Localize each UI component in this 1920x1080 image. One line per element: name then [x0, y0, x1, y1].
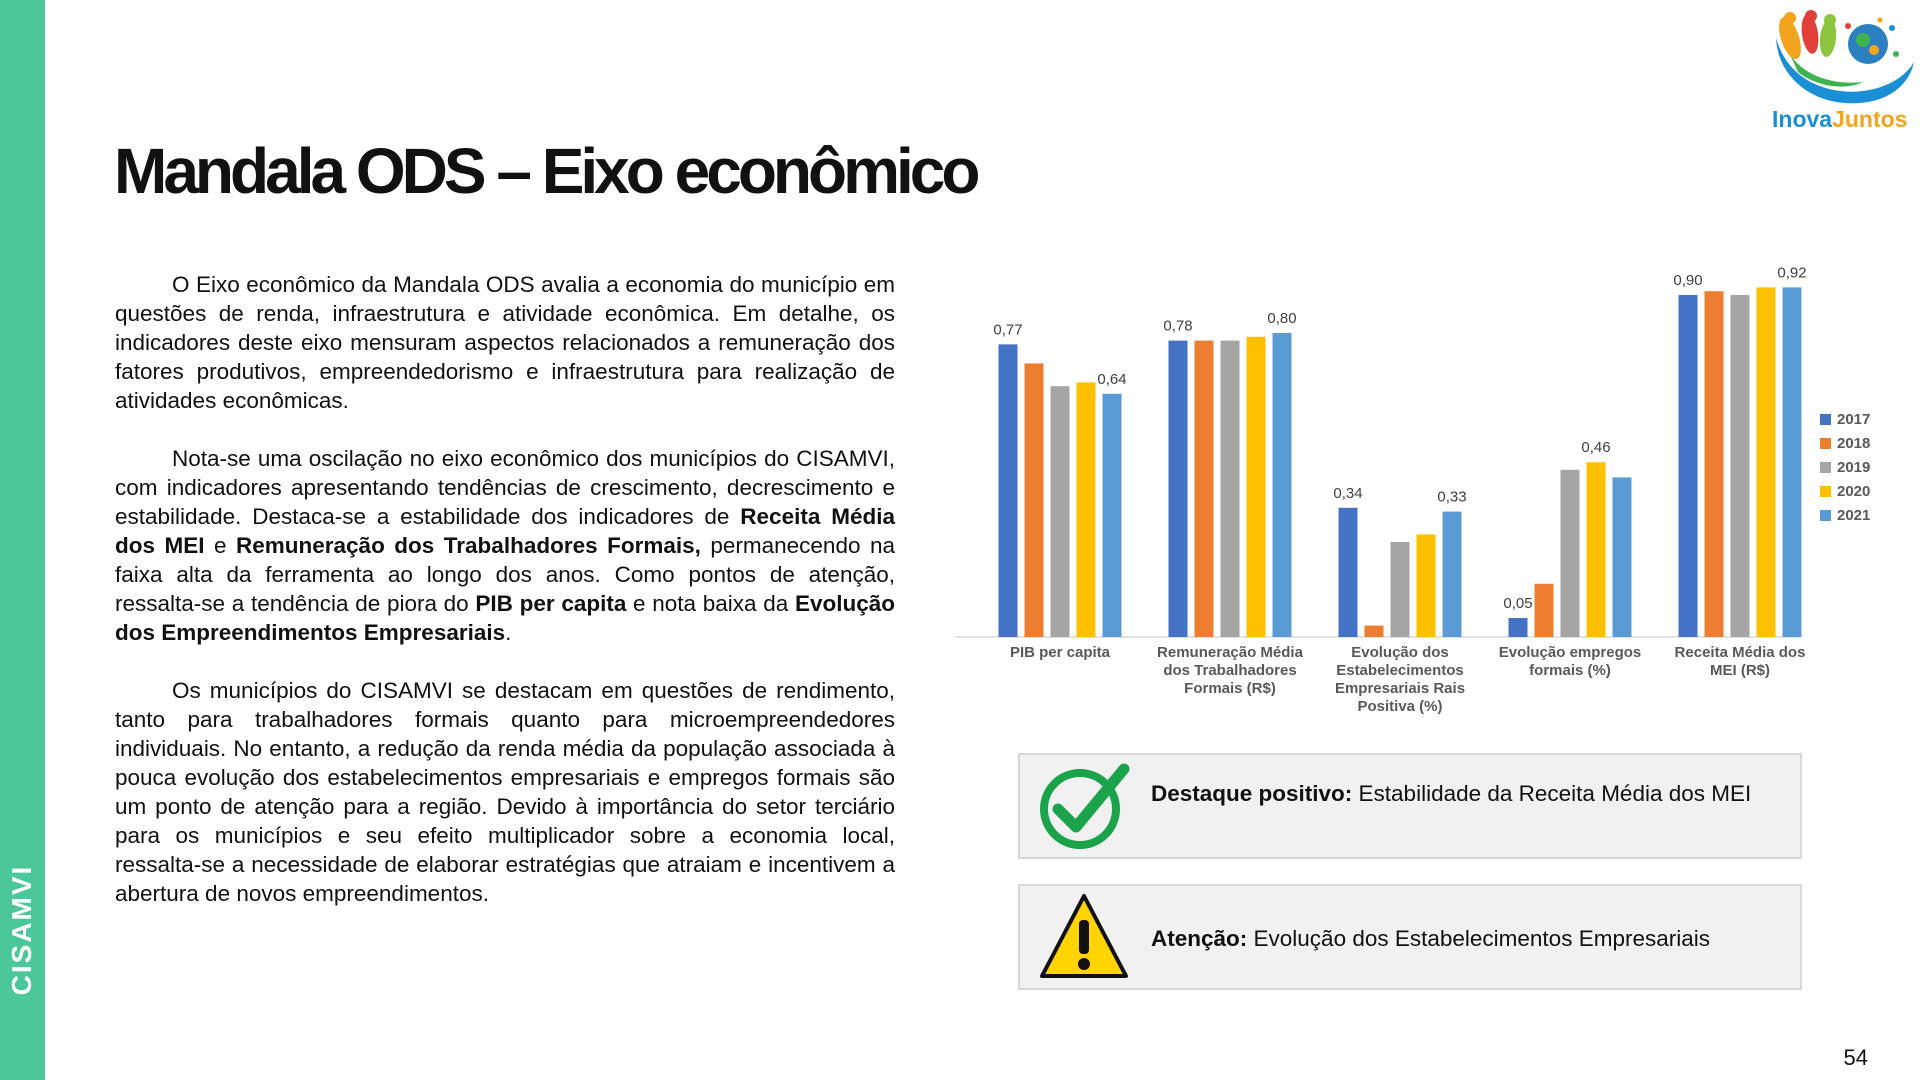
legend-swatch-2019 [1820, 462, 1831, 473]
data-label: 0,77 [993, 321, 1023, 339]
warning-icon [1038, 892, 1130, 984]
body-text [115, 270, 895, 937]
page-title: Mandala ODS – Eixo econômico [114, 135, 977, 207]
logo-wordmark: InovaJuntos [1772, 106, 1908, 132]
data-label: 0,80 [1267, 310, 1297, 327]
legend-label-2018: 2018 [1837, 435, 1871, 452]
bar-2021-cat1 [1273, 333, 1292, 637]
paragraph-3: Os municípios do CISAMVI se destacam em questões de rendimento, tanto para trabalhadores formais quanto para microempreendedores individuais. No entanto, a redução da renda média da população associada à pouca evolução dos estabelecimentos empresariais e empregos formais são um ponto de atenção para a região. Devido à importância do setor terciário para os municípios e seu efeito multiplicador sobre a economia local, ressalta-se a necessidade de elaborar estratégias que atraiam e incentivem a abertura de novos empreendimentos. [115, 678, 895, 906]
indicator-bar-chart [940, 230, 1880, 730]
bar-2018-cat0 [1025, 363, 1044, 637]
paragraph-2: Nota-se uma oscilação no eixo econômico dos municípios do CISAMVI, com indicadores apresentando tendências de crescimento, decrescimento e estabilidade. Destaca-se a estabilidade dos indicadores de Receita Média dos MEI e Remuneração dos Trabalhadores Formais, permanecendo na faixa alta da ferramenta ao longo dos anos. Como pontos de atenção, ressalta-se a tendência de piora do PIB per capita e nota baixa da Evolução dos Empreendimentos Empresariais. [115, 446, 895, 645]
data-label: 0,92 [1777, 264, 1807, 282]
bar-2019-cat4 [1731, 295, 1750, 637]
data-label: 0,46 [1581, 439, 1611, 457]
checkmark-icon [1038, 761, 1130, 853]
x-tick-label: Receita Média dos [1674, 644, 1806, 661]
bar-2020-cat0 [1077, 382, 1096, 637]
x-tick-label: formais (%) [1529, 662, 1611, 679]
data-label: 0,64 [1097, 370, 1127, 388]
attention-text: Atenção: Evolução dos Estabelecimentos Empresariais [1151, 926, 1710, 951]
bar-2017-cat3 [1509, 618, 1528, 637]
bar-2020-cat4 [1757, 287, 1776, 637]
bar-2018-cat3 [1535, 584, 1554, 637]
positive-highlight-text: Destaque positivo: Estabilidade da Receita Média dos MEI [1151, 781, 1752, 806]
sidebar [0, 0, 45, 1080]
data-label: 0,78 [1163, 317, 1193, 335]
bar-2017-cat2 [1339, 508, 1358, 637]
x-tick-label: Estabelecimentos [1336, 662, 1464, 679]
bar-2017-cat0 [999, 344, 1018, 637]
x-tick-label: Evolução dos [1351, 644, 1449, 661]
legend-label-2020: 2020 [1837, 483, 1871, 500]
data-label: 0,34 [1333, 484, 1363, 502]
data-label: 0,33 [1437, 488, 1467, 506]
bar-2019-cat0 [1051, 386, 1070, 637]
sidebar-label: CISAMVI [6, 864, 37, 996]
x-tick-label: Positiva (%) [1357, 698, 1443, 715]
legend-swatch-2021 [1820, 510, 1831, 521]
bar-2019-cat3 [1561, 470, 1580, 637]
paragraph-1: O Eixo econômico da Mandala ODS avalia a economia do município em questões de renda, infraestrutura e atividade econômica. Em detalhe, os indicadores deste eixo mensuram aspectos relacionados a remuneração dos fatores produtivos, empreendedorismo e infraestrutura para realização de atividades econômicas. [115, 272, 895, 413]
x-tick-label: Formais (R$) [1184, 680, 1276, 697]
legend-label-2017: 2017 [1837, 411, 1871, 428]
page-number: 54 [1843, 1045, 1868, 1070]
x-tick-label: Evolução empregos [1498, 644, 1642, 661]
bar-2017-cat1 [1169, 341, 1188, 637]
bar-2017-cat4 [1679, 295, 1698, 637]
x-tick-label: dos Trabalhadores [1163, 662, 1297, 679]
bar-2019-cat2 [1391, 542, 1410, 637]
legend-label-2021: 2021 [1837, 507, 1871, 524]
bar-2021-cat0 [1103, 394, 1122, 637]
legend-swatch-2018 [1820, 438, 1831, 449]
x-tick-label: MEI (R$) [1710, 662, 1770, 679]
attention-box [1018, 884, 1802, 990]
bar-2018-cat1 [1195, 341, 1214, 637]
legend-swatch-2017 [1820, 414, 1831, 425]
bar-2019-cat1 [1221, 341, 1240, 637]
x-tick-label: PIB per capita [1009, 644, 1111, 661]
bar-2021-cat4 [1783, 287, 1802, 637]
legend-swatch-2020 [1820, 486, 1831, 497]
positive-highlight-box [1018, 753, 1802, 859]
bar-2020-cat1 [1247, 337, 1266, 637]
bar-2021-cat3 [1613, 477, 1632, 637]
bar-2018-cat4 [1705, 291, 1724, 637]
x-tick-label: Remuneração Média [1157, 644, 1303, 661]
bar-2018-cat2 [1365, 626, 1384, 637]
x-tick-label: Empresariais Rais [1334, 680, 1466, 697]
bar-2021-cat2 [1443, 512, 1462, 637]
legend-label-2019: 2019 [1837, 459, 1871, 476]
bar-2020-cat3 [1587, 462, 1606, 637]
data-label: 0,05 [1503, 595, 1533, 612]
data-label: 0,90 [1673, 272, 1703, 289]
bar-2020-cat2 [1417, 534, 1436, 637]
